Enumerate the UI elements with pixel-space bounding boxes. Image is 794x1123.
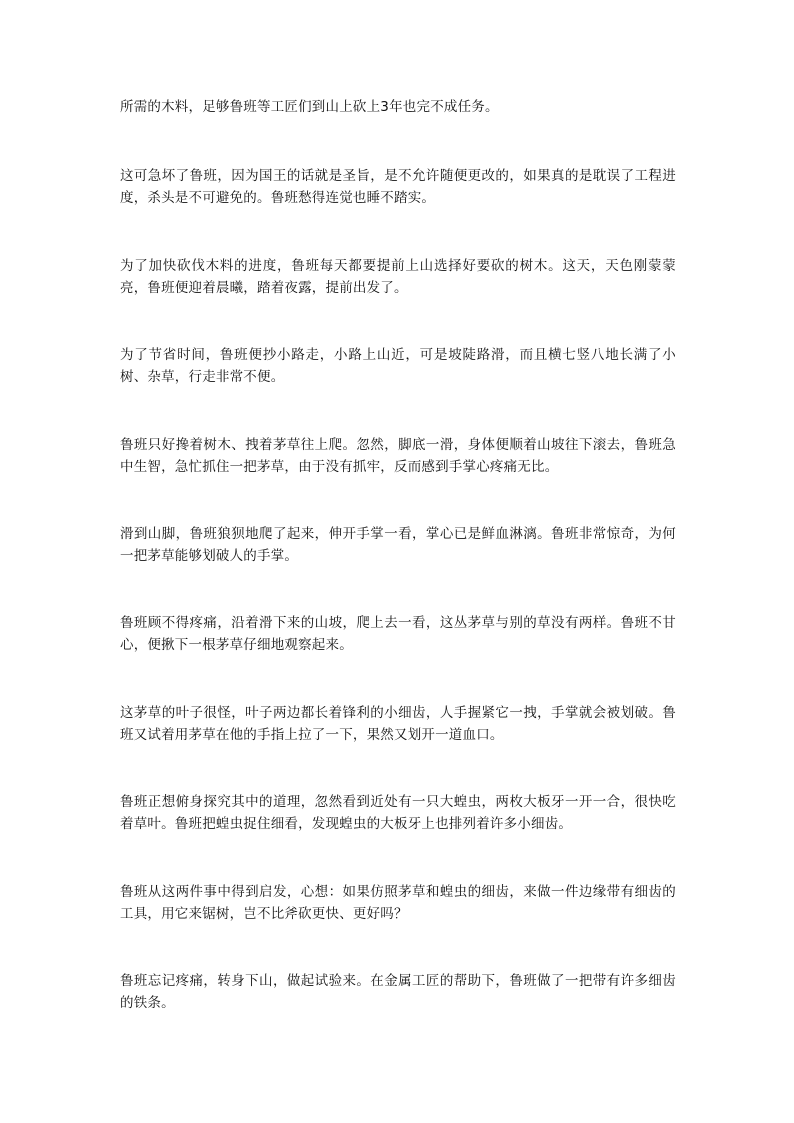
paragraph-2: 这可急坏了鲁班，因为国王的话就是圣旨，是不允许随便更改的，如果真的是耽误了工程进度，杀头是不可避免的。鲁班愁得连觉也睡不踏实。 bbox=[120, 168, 676, 206]
paragraph-10: 鲁班从这两件事中得到启发，心想：如果仿照茅草和蝗虫的细齿，来做一件边缘带有细齿的工具，用它来锯树，岂不比斧砍更快、更好吗？ bbox=[120, 884, 676, 922]
paragraph-4: 为了节省时间，鲁班便抄小路走，小路上山近，可是坡陡路滑，而且横七竖八地长满了小树、杂草，行走非常不便。 bbox=[120, 347, 676, 385]
paragraph-11: 鲁班忘记疼痛，转身下山，做起试验来。在金属工匠的帮助下，鲁班做了一把带有许多细齿的铁条。 bbox=[120, 973, 676, 1011]
paragraph-7: 鲁班顾不得疼痛，沿着滑下来的山坡，爬上去一看，这丛茅草与别的草没有两样。鲁班不甘心，便揪下一根茅草仔细地观察起来。 bbox=[120, 615, 676, 653]
paragraph-9: 鲁班正想俯身探究其中的道理，忽然看到近处有一只大蝗虫，两枚大板牙一开一合，很快吃着草叶。鲁班把蝗虫捉住细看，发现蝗虫的大板牙上也排列着许多小细齿。 bbox=[120, 794, 676, 832]
paragraph-6: 滑到山脚，鲁班狼狈地爬了起来，伸开手掌一看，掌心已是鲜血淋漓。鲁班非常惊奇，为何一把茅草能够划破人的手掌。 bbox=[120, 526, 676, 564]
paragraph-5: 鲁班只好搀着树木、拽着茅草往上爬。忽然，脚底一滑，身体便顺着山坡往下滚去，鲁班急中生智，急忙抓住一把茅草，由于没有抓牢，反而感到手掌心疼痛无比。 bbox=[120, 437, 676, 475]
paragraph-1: 所需的木料，足够鲁班等工匠们到山上砍上3年也完不成任务。 bbox=[120, 99, 499, 115]
paragraph-3: 为了加快砍伐木料的进度，鲁班每天都要提前上山选择好要砍的树木。这天，天色刚蒙蒙亮，鲁班便迎着晨曦，踏着夜露，提前出发了。 bbox=[120, 258, 676, 296]
paragraph-8: 这茅草的叶子很怪，叶子两边都长着锋利的小细齿，人手握紧它一拽，手掌就会被划破。鲁班又试着用茅草在他的手指上拉了一下，果然又划开一道血口。 bbox=[120, 705, 676, 743]
